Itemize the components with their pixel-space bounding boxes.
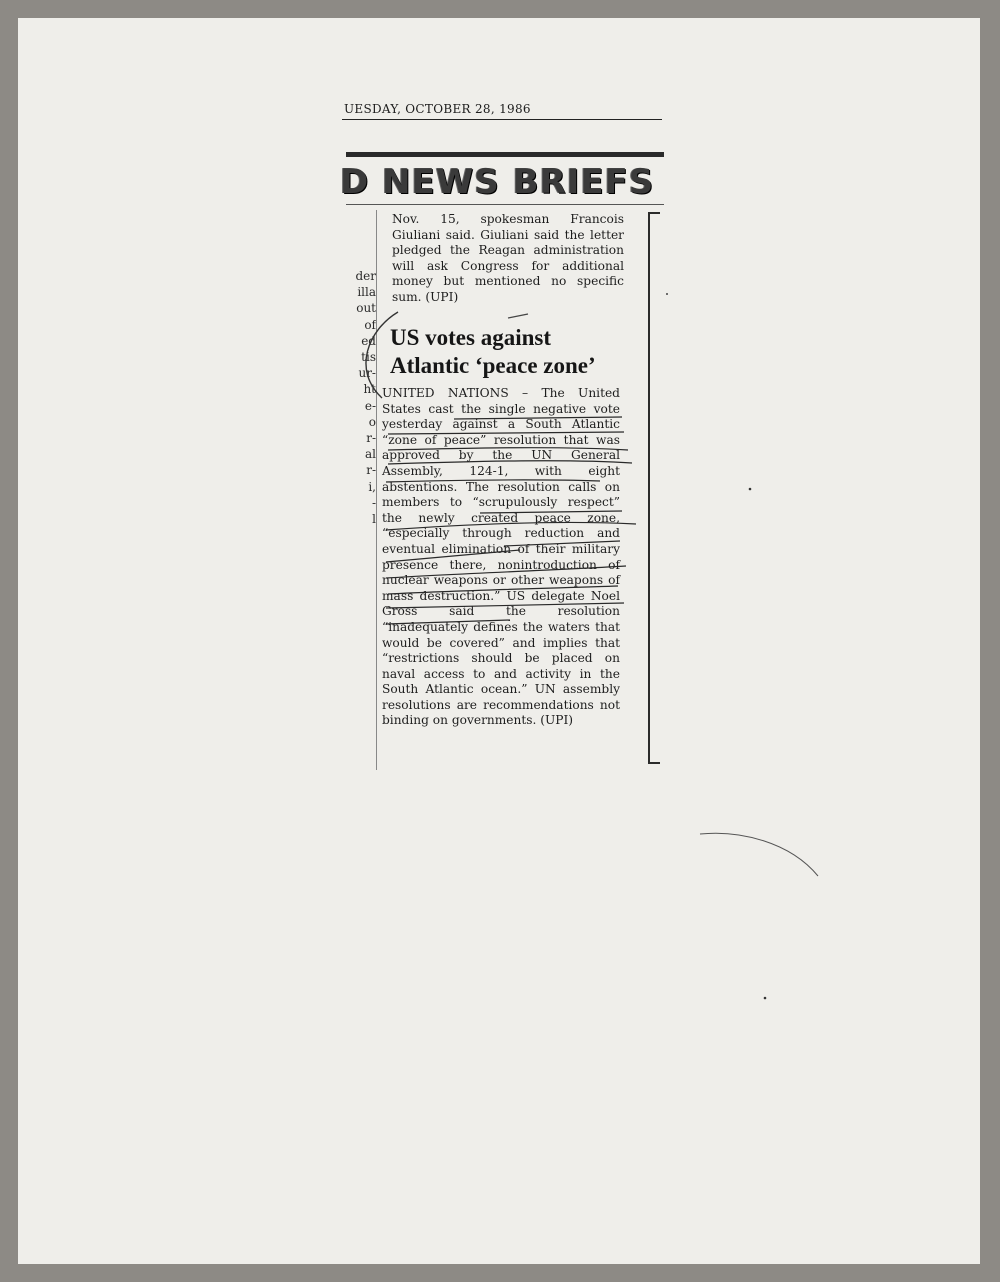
- fragment-line: of: [364, 317, 376, 332]
- fragment-line: al: [365, 447, 376, 462]
- right-column-bracket: [648, 212, 664, 764]
- newspaper-clipping: [326, 72, 655, 784]
- fragment-line: ht: [363, 382, 376, 397]
- fragment-line: tis: [361, 350, 376, 365]
- fragment-line: r-: [366, 431, 376, 446]
- headline-line: Atlantic ‘peace zone’: [390, 353, 596, 378]
- left-column-fragments: [340, 268, 376, 527]
- dateline-rule: [342, 119, 662, 120]
- fragment-line: out: [356, 301, 376, 316]
- fragment-line: r-: [366, 463, 376, 478]
- headline-line: US votes against: [390, 325, 552, 350]
- fragment-line: illa: [357, 285, 376, 300]
- fragment-line: i,: [368, 479, 376, 494]
- section-underline: [346, 204, 664, 205]
- section-rule: [346, 152, 664, 157]
- fragment-line: ur-: [358, 366, 376, 381]
- fragment-line: e-: [364, 398, 376, 413]
- fragment-line: l: [372, 512, 376, 527]
- article-headline: [390, 324, 630, 380]
- article-body: UNITED NATIONS – The United States cast the single negative vote yesterday against a South Atlantic “zone of peace” resolution that was approved by the UN General Assembly, 124-1, with eight abstentions. The resolution calls on members to “scrupulously respect” the newly created peace zone, “especially through reduction and eventual elimination of their military presence there, nonintroduction of nuclear weapons or other weapons of mass destruction.” US delegate Noel Gross said the resolution “inadequately defines the waters that would be covered” and implies that “restrictions should be placed on naval access to and activity in the South Atlantic ocean.” UN assembly resolutions are recommendations not binding on governments. (UPI): [382, 386, 620, 728]
- lead-paragraph: Nov. 15, spokesman Francois Giuliani said. Giuliani said the letter pledged the Reagan administration will ask Congress for additional money but mentioned no specific sum. (UPI): [392, 212, 624, 304]
- section-heading: D NEWS BRIEFS: [340, 162, 655, 202]
- fragment-line: der: [355, 269, 376, 283]
- fragment-line: o: [368, 414, 376, 429]
- dateline: UESDAY, OCTOBER 28, 1986: [344, 102, 531, 116]
- fragment-line: -: [371, 495, 376, 510]
- column-divider: [376, 210, 377, 770]
- fragment-line: ed: [361, 333, 376, 348]
